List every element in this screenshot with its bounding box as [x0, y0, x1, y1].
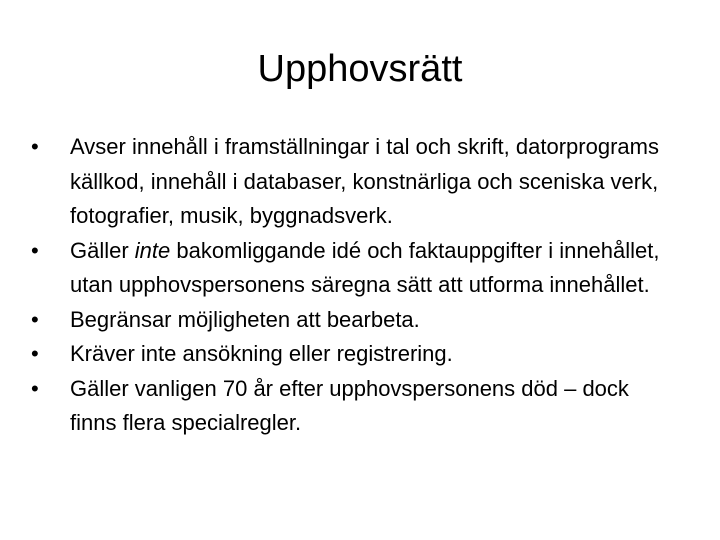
bullet-text: Kräver inte ansökning eller registrering.	[70, 341, 453, 366]
bullet-icon: •	[31, 306, 39, 332]
bullet-icon: •	[31, 237, 39, 263]
bullet-item-exclusions	[31, 234, 680, 303]
bullet-icon: •	[31, 134, 39, 159]
bullet-text: Begränsar möjligheten att bearbeta.	[70, 306, 420, 332]
bullet-item-registration	[31, 337, 680, 372]
bullet-text: Avser innehåll i framställningar i tal och skrift, datorprograms källkod, innehåll i databaser, konstnärliga och sceniska verk, fotografier, musik, byggnadsverk.	[70, 134, 659, 228]
slide-title: Upphovsrätt	[257, 48, 463, 90]
bullet-text-start: Gäller	[70, 237, 135, 263]
bullet-text-end: bakomliggande idé och faktauppgifter i innehållet, utan upphovspersonens säregna sätt att utforma innehållet.	[70, 237, 660, 297]
bullet-list	[31, 130, 680, 441]
bullet-item-adaptation	[31, 303, 680, 338]
bullet-text: Gäller vanligen 70 år efter upphovspersonens död – dock finns flera specialregler.	[70, 375, 629, 435]
bullet-icon: •	[31, 375, 39, 401]
bullet-item-scope	[31, 130, 680, 234]
bullet-icon: •	[31, 341, 39, 366]
bullet-text-emphasis: inte	[134, 237, 171, 263]
bullet-item-duration	[31, 372, 680, 441]
